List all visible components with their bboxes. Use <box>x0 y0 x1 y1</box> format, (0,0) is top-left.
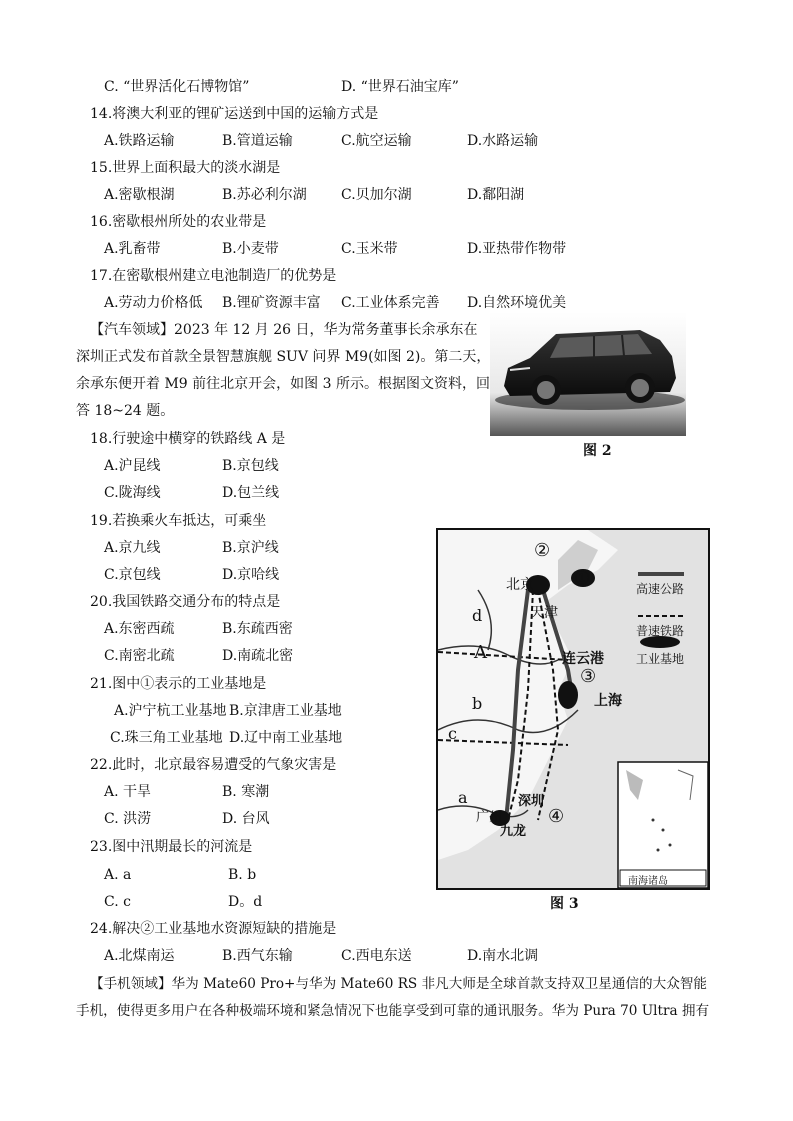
question-19: 19.若换乘火车抵达，可乘坐 <box>90 513 267 529</box>
question-22: 22.此时，北京最容易遭受的气象灾害是 <box>90 757 337 773</box>
question-15: 15.世界上面积最大的淡水湖是 <box>90 160 281 176</box>
suv-car-image <box>490 312 686 436</box>
china-east-map <box>436 528 710 890</box>
car-intro-line4: 答 18~24 题。 <box>76 403 175 419</box>
q23-opt-a: A. a <box>104 867 132 883</box>
q21-opt-b: B.京津唐工业基地 <box>229 703 342 719</box>
q22-opt-a: A. 干旱 <box>104 784 152 800</box>
q19-opt-d: D.京哈线 <box>222 567 280 583</box>
q14-opt-c: C.航空运输 <box>341 133 412 149</box>
q23-opt-d: D。d <box>228 894 263 910</box>
q20-opt-b: B.东疏西密 <box>222 621 293 637</box>
q15-opt-b: B.苏必利尔湖 <box>222 187 307 203</box>
q16-opt-d: D.亚热带作物带 <box>467 241 567 257</box>
q16-opt-c: C.玉米带 <box>341 241 398 257</box>
city-beijing: 北京 <box>506 577 534 593</box>
q22-opt-d: D. 台风 <box>222 811 270 827</box>
q24-opt-b: B.西气东输 <box>222 948 293 964</box>
q21-opt-a: A.沪宁杭工业基地 <box>114 703 227 719</box>
q14-opt-b: B.管道运输 <box>222 133 293 149</box>
q24-opt-c: C.西电东送 <box>341 948 412 964</box>
q21-opt-c: C.珠三角工业基地 <box>110 730 223 746</box>
q19-opt-c: C.京包线 <box>104 567 161 583</box>
phone-line2: 手机，使得更多用户在各种极端环境和紧急情况下也能享受到可靠的通讯服务。华为 Pura 70 Ultra 拥有 <box>76 1003 710 1019</box>
q23-opt-b: B. b <box>228 867 257 883</box>
question-17: 17.在密歇根州建立电池制造厂的优势是 <box>90 268 337 284</box>
question-20: 20.我国铁路交通分布的特点是 <box>90 594 281 610</box>
question-14: 14.将澳大利亚的锂矿运送到中国的运输方式是 <box>90 106 379 122</box>
city-shenzhen: 深圳 <box>518 794 545 809</box>
q17-opt-c: C.工业体系完善 <box>341 295 440 311</box>
car-intro-line1: 【汽车领域】2023 年 12 月 26 日，华为常务董事长余承东在 <box>90 322 478 338</box>
q22-opt-c: C. 洪涝 <box>104 811 152 827</box>
q14-opt-a: A.铁路运输 <box>104 133 175 149</box>
q15-opt-c: C.贝加尔湖 <box>341 187 412 203</box>
river-c: c <box>448 724 457 743</box>
q22-opt-b: B. 寒潮 <box>222 784 270 800</box>
railway-a-label: A <box>474 642 487 663</box>
option-d: D. “世界石油宝库” <box>341 79 459 95</box>
q17-opt-a: A.劳动力价格低 <box>104 295 203 311</box>
q17-opt-b: B.锂矿资源丰富 <box>222 295 321 311</box>
car-intro-line2: 深圳正式发布首款全景智慧旗舰 SUV 问界 M9(如图 2)。第二天， <box>76 349 491 365</box>
fig3-caption: 图 3 <box>550 896 579 912</box>
q24-opt-a: A.北煤南运 <box>104 948 175 964</box>
marker-4: ④ <box>548 806 565 827</box>
city-guangzhou: 广州 <box>476 810 503 825</box>
q15-opt-a: A.密歇根湖 <box>104 187 175 203</box>
question-23: 23.图中汛期最长的河流是 <box>90 839 253 855</box>
city-lianyungang: 连云港 <box>562 651 604 667</box>
legend-highway: 高速公路 <box>636 582 685 596</box>
city-jiulong: 九龙 <box>500 824 527 839</box>
river-b: b <box>472 694 483 713</box>
q20-opt-d: D.南疏北密 <box>222 648 294 664</box>
question-24: 24.解决②工业基地水资源短缺的措施是 <box>90 921 337 937</box>
river-a: a <box>458 788 468 807</box>
phone-line1: 【手机领域】华为 Mate60 Pro+与华为 Mate60 RS 非凡大师是全球首款支持双卫星通信的大众智能 <box>90 976 708 992</box>
car-intro-line3: 余承东便开着 M9 前往北京开会，如图 3 所示。根据图文资料，回 <box>76 376 490 392</box>
marker-3: ③ <box>580 666 597 687</box>
fig2-caption: 图 2 <box>583 443 612 459</box>
q16-opt-b: B.小麦带 <box>222 241 279 257</box>
q18-opt-d: D.包兰线 <box>222 485 280 501</box>
inset-label: 南海诸岛 <box>628 876 668 887</box>
city-tianjin: 天津 <box>530 605 558 621</box>
q18-opt-b: B.京包线 <box>222 458 279 474</box>
q16-opt-a: A.乳畜带 <box>104 241 161 257</box>
legend-industrial: 工业基地 <box>636 652 685 666</box>
marker-2: ② <box>534 540 551 561</box>
q19-opt-a: A.京九线 <box>104 540 161 556</box>
q24-opt-d: D.南水北调 <box>467 948 539 964</box>
q18-opt-c: C.陇海线 <box>104 485 161 501</box>
option-c: C. “世界活化石博物馆” <box>104 79 250 95</box>
marker-1: ① <box>574 568 591 589</box>
question-21: 21.图中①表示的工业基地是 <box>90 676 267 692</box>
q17-opt-d: D.自然环境优美 <box>467 295 567 311</box>
q14-opt-d: D.水路运输 <box>467 133 539 149</box>
river-d: d <box>472 606 483 625</box>
question-16: 16.密歇根州所处的农业带是 <box>90 214 267 230</box>
q21-opt-d: D.辽中南工业基地 <box>229 730 343 746</box>
q19-opt-b: B.京沪线 <box>222 540 279 556</box>
city-shanghai: 上海 <box>594 693 622 709</box>
q20-opt-c: C.南密北疏 <box>104 648 175 664</box>
q23-opt-c: C. c <box>104 894 131 910</box>
q20-opt-a: A.东密西疏 <box>104 621 175 637</box>
q15-opt-d: D.鄱阳湖 <box>467 187 525 203</box>
legend-railway: 普速铁路 <box>636 624 685 638</box>
q18-opt-a: A.沪昆线 <box>104 458 161 474</box>
question-18: 18.行驶途中横穿的铁路线 A 是 <box>90 431 286 447</box>
